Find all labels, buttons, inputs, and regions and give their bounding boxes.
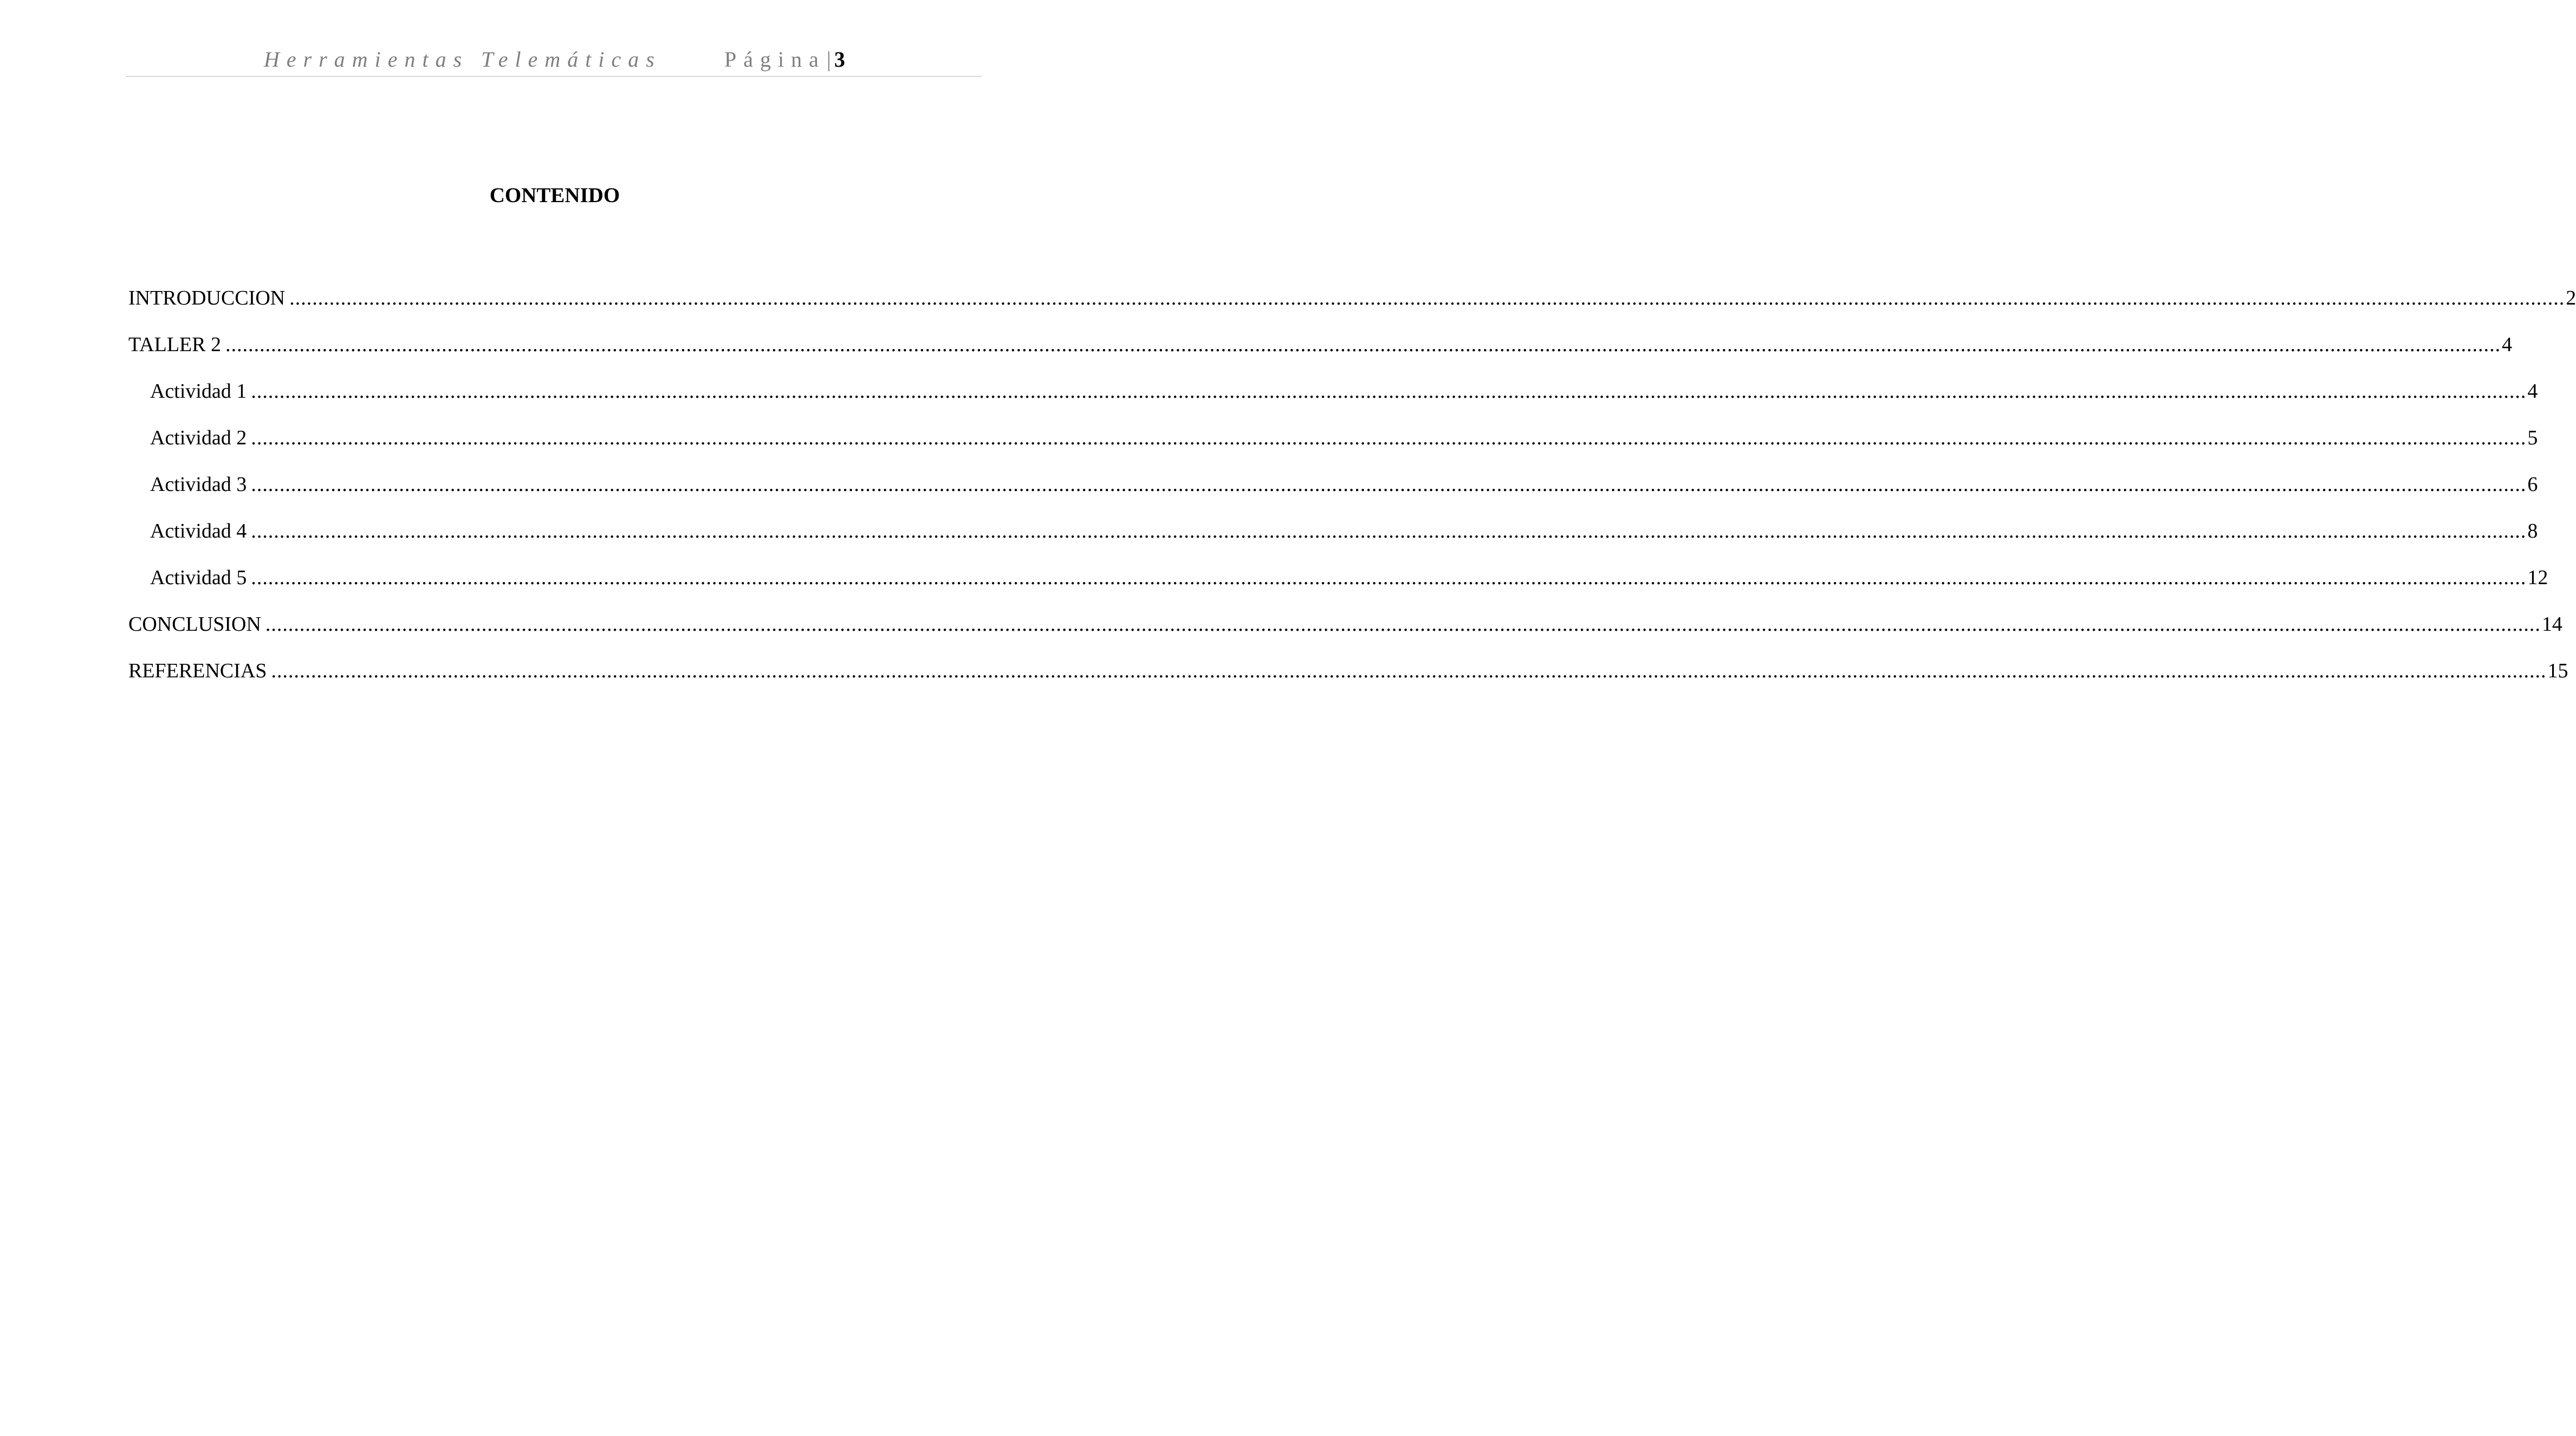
toc-entry-introduccion[interactable] xyxy=(128,283,2576,330)
toc-entry-label: Actividad 3 xyxy=(150,473,247,496)
toc-leader-dots: ................................................................................................................................................................................................................................................................................................................................................................................................................ xyxy=(251,380,2527,403)
toc-entry-label: Actividad 4 xyxy=(150,520,247,542)
toc-entry-page: 4 xyxy=(2502,333,2513,356)
toc-entry-label: REFERENCIAS xyxy=(128,659,267,682)
toc-entry-label: Actividad 2 xyxy=(150,426,247,449)
toc-entry-conclusion[interactable] xyxy=(128,610,2562,656)
toc-entry-actividad-5[interactable] xyxy=(128,563,2548,610)
toc-entry-page: 2 xyxy=(2566,287,2576,309)
page-header xyxy=(126,47,982,77)
toc-title: CONTENIDO xyxy=(489,184,620,207)
table-of-contents xyxy=(128,283,2576,703)
toc-entry-actividad-4[interactable] xyxy=(128,516,2538,563)
toc-entry-taller-2[interactable] xyxy=(128,330,2513,377)
toc-entry-page: 6 xyxy=(2527,473,2538,496)
toc-entry-referencias[interactable] xyxy=(128,656,2568,703)
toc-entry-actividad-3[interactable] xyxy=(128,470,2538,516)
toc-entry-label: TALLER 2 xyxy=(128,333,222,356)
toc-entry-label: CONCLUSION xyxy=(128,613,261,636)
toc-leader-dots: ................................................................................................................................................................................................................................................................................................................................................................................................................ xyxy=(225,333,2501,356)
toc-entry-page: 15 xyxy=(2547,659,2568,682)
toc-entry-label: INTRODUCCION xyxy=(128,287,285,309)
toc-entry-actividad-2[interactable] xyxy=(128,423,2538,470)
toc-entry-label: Actividad 5 xyxy=(150,566,247,589)
toc-leader-dots: ................................................................................................................................................................................................................................................................................................................................................................................................................ xyxy=(251,520,2527,542)
toc-leader-dots: ................................................................................................................................................................................................................................................................................................................................................................................................................ xyxy=(251,426,2527,449)
toc-entry-page: 12 xyxy=(2527,566,2548,589)
toc-leader-dots: ................................................................................................................................................................................................................................................................................................................................................................................................................ xyxy=(251,473,2527,496)
toc-leader-dots: ................................................................................................................................................................................................................................................................................................................................................................................................................ xyxy=(271,659,2547,682)
toc-leader-dots: ................................................................................................................................................................................................................................................................................................................................................................................................................ xyxy=(251,566,2527,589)
toc-leader-dots: ................................................................................................................................................................................................................................................................................................................................................................................................................ xyxy=(265,613,2541,636)
header-page-number: 3 xyxy=(834,47,845,72)
toc-entry-page: 8 xyxy=(2527,520,2538,542)
header-page-label: Página xyxy=(724,47,826,72)
header-title: Herramientas Telemáticas xyxy=(264,47,661,72)
toc-entry-label: Actividad 1 xyxy=(150,380,247,403)
toc-leader-dots: ................................................................................................................................................................................................................................................................................................................................................................................................................ xyxy=(289,287,2565,309)
toc-entry-page: 4 xyxy=(2527,380,2538,403)
toc-entry-actividad-1[interactable] xyxy=(128,377,2538,423)
header-separator: | xyxy=(826,47,831,72)
toc-entry-page: 14 xyxy=(2541,613,2562,636)
header-page-indicator xyxy=(724,47,845,72)
toc-entry-page: 5 xyxy=(2527,426,2538,449)
